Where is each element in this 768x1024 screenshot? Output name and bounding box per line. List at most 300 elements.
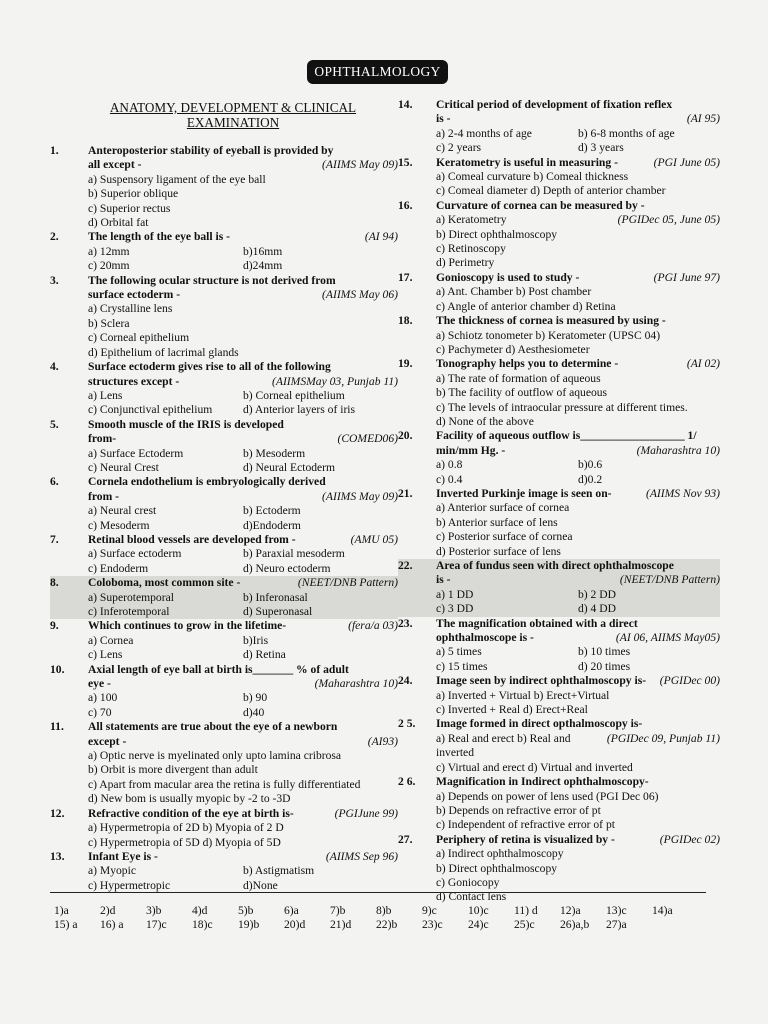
question-body xyxy=(436,559,720,617)
question-item xyxy=(50,144,398,230)
option-text: b) Inferonasal xyxy=(243,590,308,604)
option-text: d) Epithelium of lacrimal glands xyxy=(88,345,239,359)
option-text: c) Neural Crest xyxy=(88,460,159,474)
question-stem xyxy=(88,663,398,677)
option-text: a) Hypermetropia of 2D b) Myopia of 2 D xyxy=(88,821,284,835)
option-text: c) Posterior surface of cornea xyxy=(436,530,573,544)
option-line xyxy=(436,343,720,357)
question-stem xyxy=(88,619,398,633)
question-source: (AI93) xyxy=(367,734,398,748)
option-pair xyxy=(88,547,398,561)
option-text: b) Sclera xyxy=(88,316,130,330)
question-stem-text: Cornela endothelium is embryologically derived xyxy=(88,475,326,489)
option-text: c) Independent of refractive error of pt xyxy=(436,818,615,832)
question-stem xyxy=(436,559,720,573)
answer-cell: 14)a xyxy=(652,904,673,917)
answer-divider xyxy=(50,892,706,893)
question-body xyxy=(436,617,720,675)
question-source: (PGI June 05) xyxy=(653,155,720,169)
question-stem xyxy=(436,833,720,847)
question-number: 2 5. xyxy=(398,717,416,731)
option-line xyxy=(88,173,398,187)
question-number: 4. xyxy=(50,360,59,374)
question-number: 6. xyxy=(50,475,59,489)
question-body xyxy=(88,144,398,230)
option-text: b) Direct ophthalmoscopy xyxy=(436,861,558,875)
option-line xyxy=(436,300,720,314)
answer-cell: 7)b xyxy=(330,904,346,917)
question-number: 19. xyxy=(398,357,413,371)
question-item xyxy=(398,199,720,271)
option-line xyxy=(88,836,398,850)
answer-cell: 3)b xyxy=(146,904,162,917)
question-source: (AIIMS Sep 96) xyxy=(325,849,398,863)
question-stem xyxy=(88,735,398,749)
option-text: d) Retina xyxy=(243,648,286,662)
question-body xyxy=(436,314,720,357)
question-stem-text: The magnification obtained with a direct xyxy=(436,616,638,630)
option-pair xyxy=(88,245,398,259)
option-text: c) Inverted + Real d) Erect+Real xyxy=(436,703,588,717)
question-number: 21. xyxy=(398,486,413,500)
question-number: 24. xyxy=(398,674,413,688)
question-item xyxy=(398,156,720,199)
question-stem xyxy=(436,674,720,688)
option-line xyxy=(436,213,720,227)
option-line xyxy=(436,818,720,832)
option-text: d)Endoderm xyxy=(243,518,301,532)
question-stem-text: Critical period of development of fixation reflex xyxy=(436,98,673,111)
option-text: d)0.2 xyxy=(578,472,603,486)
question-item xyxy=(398,487,720,559)
question-stem-text: All statements are true about the eye of a newborn xyxy=(88,720,338,734)
question-stem-text: Coloboma, most common site - xyxy=(88,576,241,590)
option-text: a) Depends on power of lens used (PGI Dec 06) xyxy=(436,789,659,803)
question-stem-text: min/mm Hg. - xyxy=(436,443,506,457)
question-item xyxy=(50,720,398,806)
option-text: b) 90 xyxy=(243,691,268,705)
question-number: 2 6. xyxy=(398,775,416,789)
question-stem-text: The length of the eye ball is - xyxy=(88,230,231,244)
option-text: d) 3 years xyxy=(578,141,624,155)
option-text: c) Conjunctival epithelium xyxy=(88,403,213,417)
question-list-right xyxy=(398,98,720,905)
option-text: a) Indirect ophthalmoscopy xyxy=(436,847,564,861)
question-stem xyxy=(436,429,720,443)
question-stem-text: Refractive condition of the eye at birth is- xyxy=(88,806,294,820)
option-text: c) Lens xyxy=(88,648,123,662)
question-source: (PGIDec 02) xyxy=(659,832,720,846)
answer-row xyxy=(54,904,698,918)
option-text: c) Endoderm xyxy=(88,561,149,575)
question-stem-text: Facility of aqueous outflow is__________________ 1/ xyxy=(436,429,697,443)
option-line xyxy=(436,804,720,818)
question-stem-text: from- xyxy=(88,432,117,446)
question-stem xyxy=(88,288,398,302)
option-line xyxy=(88,331,398,345)
question-stem-text: from - xyxy=(88,489,120,503)
question-stem xyxy=(88,720,398,734)
option-pair xyxy=(88,691,398,705)
question-stem-text: Which continues to grow in the lifetime- xyxy=(88,619,287,633)
question-number: 23. xyxy=(398,616,413,630)
option-text: c) Superior rectus xyxy=(88,201,171,215)
option-pair xyxy=(88,259,398,273)
question-item xyxy=(398,271,720,314)
question-item xyxy=(398,98,720,156)
question-number: 13. xyxy=(50,849,65,863)
question-body xyxy=(436,717,720,775)
question-number: 18. xyxy=(398,314,413,328)
question-stem xyxy=(88,807,398,821)
option-pair xyxy=(88,519,398,533)
question-number: 14. xyxy=(398,98,413,111)
answer-cell: 8)b xyxy=(376,904,392,917)
option-pair xyxy=(436,473,720,487)
option-text: a) Myopic xyxy=(88,864,136,878)
option-line xyxy=(436,876,720,890)
option-text: a) Ant. Chamber b) Post chamber xyxy=(436,285,592,299)
left-column xyxy=(50,98,398,893)
option-text: d) Neuro ectoderm xyxy=(243,561,331,575)
option-text: b)Iris xyxy=(243,633,269,647)
question-stem xyxy=(436,775,720,789)
option-text: a) Suspensory ligament of the eye ball xyxy=(88,172,266,186)
question-item xyxy=(50,418,398,476)
question-stem-text: The thickness of cornea is measured by using - xyxy=(436,314,666,328)
question-stem-text: is - xyxy=(436,112,451,126)
question-item xyxy=(50,360,398,418)
option-text: c) Comeal diameter d) Depth of anterior chamber xyxy=(436,184,666,198)
option-text: c) Hypermetropia of 5D d) Myopia of 5D xyxy=(88,835,281,849)
answer-cell: 16) a xyxy=(100,918,124,931)
answer-cell: 21)d xyxy=(330,918,352,931)
option-text: c) Virtual and erect d) Virtual and inverted xyxy=(436,760,633,774)
question-source: (NEET/DNB Pattern) xyxy=(297,576,398,590)
question-source: (AIIMS May 09) xyxy=(322,158,398,172)
option-text: a) Inverted + Virtual b) Erect+Virtual xyxy=(436,688,610,702)
option-pair xyxy=(436,141,720,155)
option-text: a) Surface ectoderm xyxy=(88,547,182,561)
answer-cell: 10)c xyxy=(468,904,489,917)
question-stem xyxy=(436,631,720,645)
option-text: c) 70 xyxy=(88,705,112,719)
question-stem-text: ophthalmoscope is - xyxy=(436,631,534,645)
option-text: c) 3 DD xyxy=(436,602,474,616)
question-stem-text: Gonioscopy is used to study - xyxy=(436,270,580,284)
option-text: a) Crystalline lens xyxy=(88,302,173,316)
option-line xyxy=(436,242,720,256)
question-body xyxy=(88,533,398,576)
option-text: b) Paraxial mesoderm xyxy=(243,547,345,561)
question-number: 20. xyxy=(398,429,413,443)
option-text: d) Orbital fat xyxy=(88,216,149,230)
question-item xyxy=(50,850,398,893)
option-pair xyxy=(88,879,398,893)
question-body xyxy=(88,360,398,418)
answer-cell: 18)c xyxy=(192,918,213,931)
option-pair xyxy=(88,605,398,619)
option-line xyxy=(436,689,720,703)
option-pair xyxy=(88,864,398,878)
option-text: a) 12mm xyxy=(88,244,130,258)
question-stem xyxy=(88,230,398,244)
answer-cell: 13)c xyxy=(606,904,627,917)
option-pair xyxy=(436,127,720,141)
question-item xyxy=(50,230,398,273)
question-stem xyxy=(436,112,720,126)
option-text: c) Hypermetropic xyxy=(88,878,171,892)
question-stem-text: Axial length of eye ball at birth is_______ % of adult xyxy=(88,662,349,676)
question-body xyxy=(436,98,720,156)
question-stem-text: The following ocular structure is not derived from xyxy=(88,273,336,287)
option-text: a) 100 xyxy=(88,691,118,705)
question-body xyxy=(436,429,720,487)
question-number: 15. xyxy=(398,155,413,169)
answer-cell: 24)c xyxy=(468,918,489,931)
option-pair xyxy=(88,648,398,662)
option-line xyxy=(88,187,398,201)
answer-cell: 6)a xyxy=(284,904,299,917)
answer-cell: 25)c xyxy=(514,918,535,931)
question-source: (AIIMS Nov 93) xyxy=(645,486,720,500)
answer-cell: 5)b xyxy=(238,904,254,917)
question-stem xyxy=(88,418,398,432)
option-line xyxy=(436,256,720,270)
question-stem-text: Keratometry is useful in measuring - xyxy=(436,155,618,169)
question-item xyxy=(398,717,720,775)
question-body xyxy=(436,487,720,559)
answer-cell: 15) a xyxy=(54,918,78,931)
question-stem xyxy=(88,158,398,172)
question-item xyxy=(50,807,398,850)
question-stem-text: Smooth muscle of the IRIS is developed xyxy=(88,417,284,431)
option-text: d) 4 DD xyxy=(578,602,616,616)
option-text: b) Orbit is more divergent than adult xyxy=(88,763,258,777)
option-text: b) Astigmatism xyxy=(243,864,315,878)
question-item xyxy=(398,617,720,675)
option-text: c) 20mm xyxy=(88,259,130,273)
option-text: b) Ectoderm xyxy=(243,504,301,518)
question-stem-text: Periphery of retina is visualized by - xyxy=(436,832,615,846)
question-number: 8. xyxy=(50,576,59,590)
question-stem xyxy=(436,314,720,328)
option-text: b) Mesoderm xyxy=(243,446,306,460)
option-line xyxy=(436,847,720,861)
question-stem-text: Curvature of cornea can be measured by - xyxy=(436,198,645,212)
question-stem xyxy=(88,144,398,158)
question-stem xyxy=(88,533,398,547)
question-item xyxy=(398,775,720,833)
option-text: a) Optic nerve is myelinated only upto lamina cribrosa xyxy=(88,749,342,763)
option-text: c) 15 times xyxy=(436,659,488,673)
option-text: b)0.6 xyxy=(578,458,603,472)
option-text: a) 0.8 xyxy=(436,458,463,472)
question-body xyxy=(88,720,398,806)
option-text: a) Superotemporal xyxy=(88,590,174,604)
subject-badge: OPHTHALMOLOGY xyxy=(307,60,448,84)
option-line xyxy=(436,184,720,198)
question-item xyxy=(398,357,720,429)
option-text: c) 2 years xyxy=(436,141,482,155)
option-pair xyxy=(88,403,398,417)
question-body xyxy=(88,475,398,533)
question-stem xyxy=(88,850,398,864)
option-pair xyxy=(436,660,720,674)
question-source: (COMED06) xyxy=(337,432,398,446)
question-stem xyxy=(436,444,720,458)
question-body xyxy=(88,230,398,273)
question-body xyxy=(436,199,720,271)
option-pair xyxy=(436,645,720,659)
option-text: d) Anterior layers of iris xyxy=(243,403,356,417)
option-line xyxy=(436,862,720,876)
option-text: a) The rate of formation of aqueous xyxy=(436,371,601,385)
option-text: d) None of the above xyxy=(436,414,534,428)
option-line xyxy=(88,792,398,806)
option-line xyxy=(436,372,720,386)
option-line xyxy=(436,761,720,775)
option-line xyxy=(88,821,398,835)
question-body xyxy=(436,271,720,314)
option-line xyxy=(88,749,398,763)
question-stem-text: except - xyxy=(88,734,127,748)
question-stem-text: Surface ectoderm gives rise to all of the following xyxy=(88,360,331,374)
option-text: b) Direct ophthalmoscopy xyxy=(436,227,558,241)
option-pair xyxy=(88,591,398,605)
question-stem xyxy=(436,573,720,587)
option-text: d) New bom is usually myopic by -2 to -3D xyxy=(88,792,291,806)
question-stem-text: Anteroposterior stability of eyeball is provided by xyxy=(88,144,334,157)
option-text: d) Posterior surface of lens xyxy=(436,544,561,558)
question-source: (AMU 05) xyxy=(350,532,398,546)
question-stem xyxy=(436,617,720,631)
answer-row xyxy=(54,918,698,932)
question-item xyxy=(50,576,398,619)
question-body xyxy=(88,807,398,850)
option-text: d)40 xyxy=(243,705,265,719)
option-text: c) Inferotemporal xyxy=(88,605,170,618)
option-line xyxy=(88,763,398,777)
option-line xyxy=(436,415,720,429)
question-number: 7. xyxy=(50,532,59,546)
option-line xyxy=(88,216,398,230)
question-source: (PGIDec 05, June 05) xyxy=(617,213,720,227)
option-text: b) Superior oblique xyxy=(88,187,179,201)
question-stem-text: is - xyxy=(436,573,451,587)
right-column xyxy=(398,98,720,905)
question-number: 9. xyxy=(50,619,59,633)
option-text: c) Apart from macular area the retina is fully differentiated xyxy=(88,777,361,791)
question-stem xyxy=(436,199,720,213)
option-text: a) Schiotz tonometer b) Keratometer (UPSC 04) xyxy=(436,328,661,342)
question-source: (PGIDec 09, Punjab 11) xyxy=(606,731,720,745)
option-text: a) Keratometry xyxy=(436,213,507,227)
option-pair xyxy=(88,461,398,475)
question-number: 17. xyxy=(398,270,413,284)
question-body xyxy=(88,619,398,662)
option-text: a) 5 times xyxy=(436,645,482,659)
option-text: b) 2 DD xyxy=(578,587,616,601)
question-body xyxy=(436,775,720,833)
question-item xyxy=(50,619,398,662)
question-body xyxy=(88,850,398,893)
option-line xyxy=(88,346,398,360)
question-stem xyxy=(436,487,720,501)
option-text: d) Superonasal xyxy=(243,605,313,618)
question-stem-text: Magnification in Indirect ophthalmoscopy- xyxy=(436,775,649,789)
question-source: (PGIJune 99) xyxy=(334,806,398,820)
option-text: a) Anterior surface of cornea xyxy=(436,501,570,515)
option-line xyxy=(88,302,398,316)
answer-cell: 2)d xyxy=(100,904,116,917)
option-line xyxy=(88,202,398,216)
option-pair xyxy=(88,389,398,403)
question-item xyxy=(50,533,398,576)
option-text: b)16mm xyxy=(243,244,283,258)
question-stem xyxy=(436,98,720,112)
option-line xyxy=(436,516,720,530)
option-text: c) 0.4 xyxy=(436,472,463,486)
question-item xyxy=(50,274,398,360)
option-line xyxy=(436,285,720,299)
option-pair xyxy=(436,602,720,616)
option-text: a) Real and erect b) Real and inverted xyxy=(436,731,571,760)
option-text: d) 20 times xyxy=(578,659,631,673)
question-stem xyxy=(88,576,398,590)
option-text: c) Pachymeter d) Aesthesiometer xyxy=(436,342,590,356)
question-source: (fera/a 03) xyxy=(348,619,398,633)
question-number: 16. xyxy=(398,198,413,212)
option-text: a) Surface Ectoderm xyxy=(88,446,184,460)
answer-cell: 12)a xyxy=(560,904,581,917)
option-text: b) Depends on refractive error of pt xyxy=(436,803,601,817)
option-text: c) Corneal epithelium xyxy=(88,331,190,345)
question-body xyxy=(436,833,720,905)
question-stem xyxy=(88,475,398,489)
question-stem xyxy=(88,274,398,288)
question-source: (Maharashtra 10) xyxy=(314,677,398,691)
answer-cell: 26)a,b xyxy=(560,918,590,931)
option-text: a) Cornea xyxy=(88,633,134,647)
question-stem xyxy=(436,156,720,170)
question-stem-text: Inverted Purkinje image is seen on- xyxy=(436,486,612,500)
option-text: d)24mm xyxy=(243,259,283,273)
question-body xyxy=(436,156,720,199)
question-body xyxy=(88,576,398,619)
question-body xyxy=(88,418,398,476)
question-item xyxy=(398,559,720,617)
question-number: 27. xyxy=(398,832,413,846)
question-stem xyxy=(88,375,398,389)
question-number: 5. xyxy=(50,417,59,431)
question-item xyxy=(398,674,720,717)
question-stem xyxy=(436,357,720,371)
question-stem xyxy=(436,717,720,745)
option-text: d)None xyxy=(243,878,278,892)
option-line xyxy=(436,790,720,804)
question-item xyxy=(398,429,720,487)
question-number: 3. xyxy=(50,273,59,287)
question-number: 2. xyxy=(50,230,59,244)
option-text: c) Goniocopy xyxy=(436,875,500,889)
answer-cell: 4)d xyxy=(192,904,208,917)
question-item xyxy=(398,314,720,357)
question-stem-text: surface ectoderm - xyxy=(88,288,181,302)
option-text: b) Anterior surface of lens xyxy=(436,515,558,529)
option-text: b) 10 times xyxy=(578,645,631,659)
answer-cell: 17)c xyxy=(146,918,167,931)
